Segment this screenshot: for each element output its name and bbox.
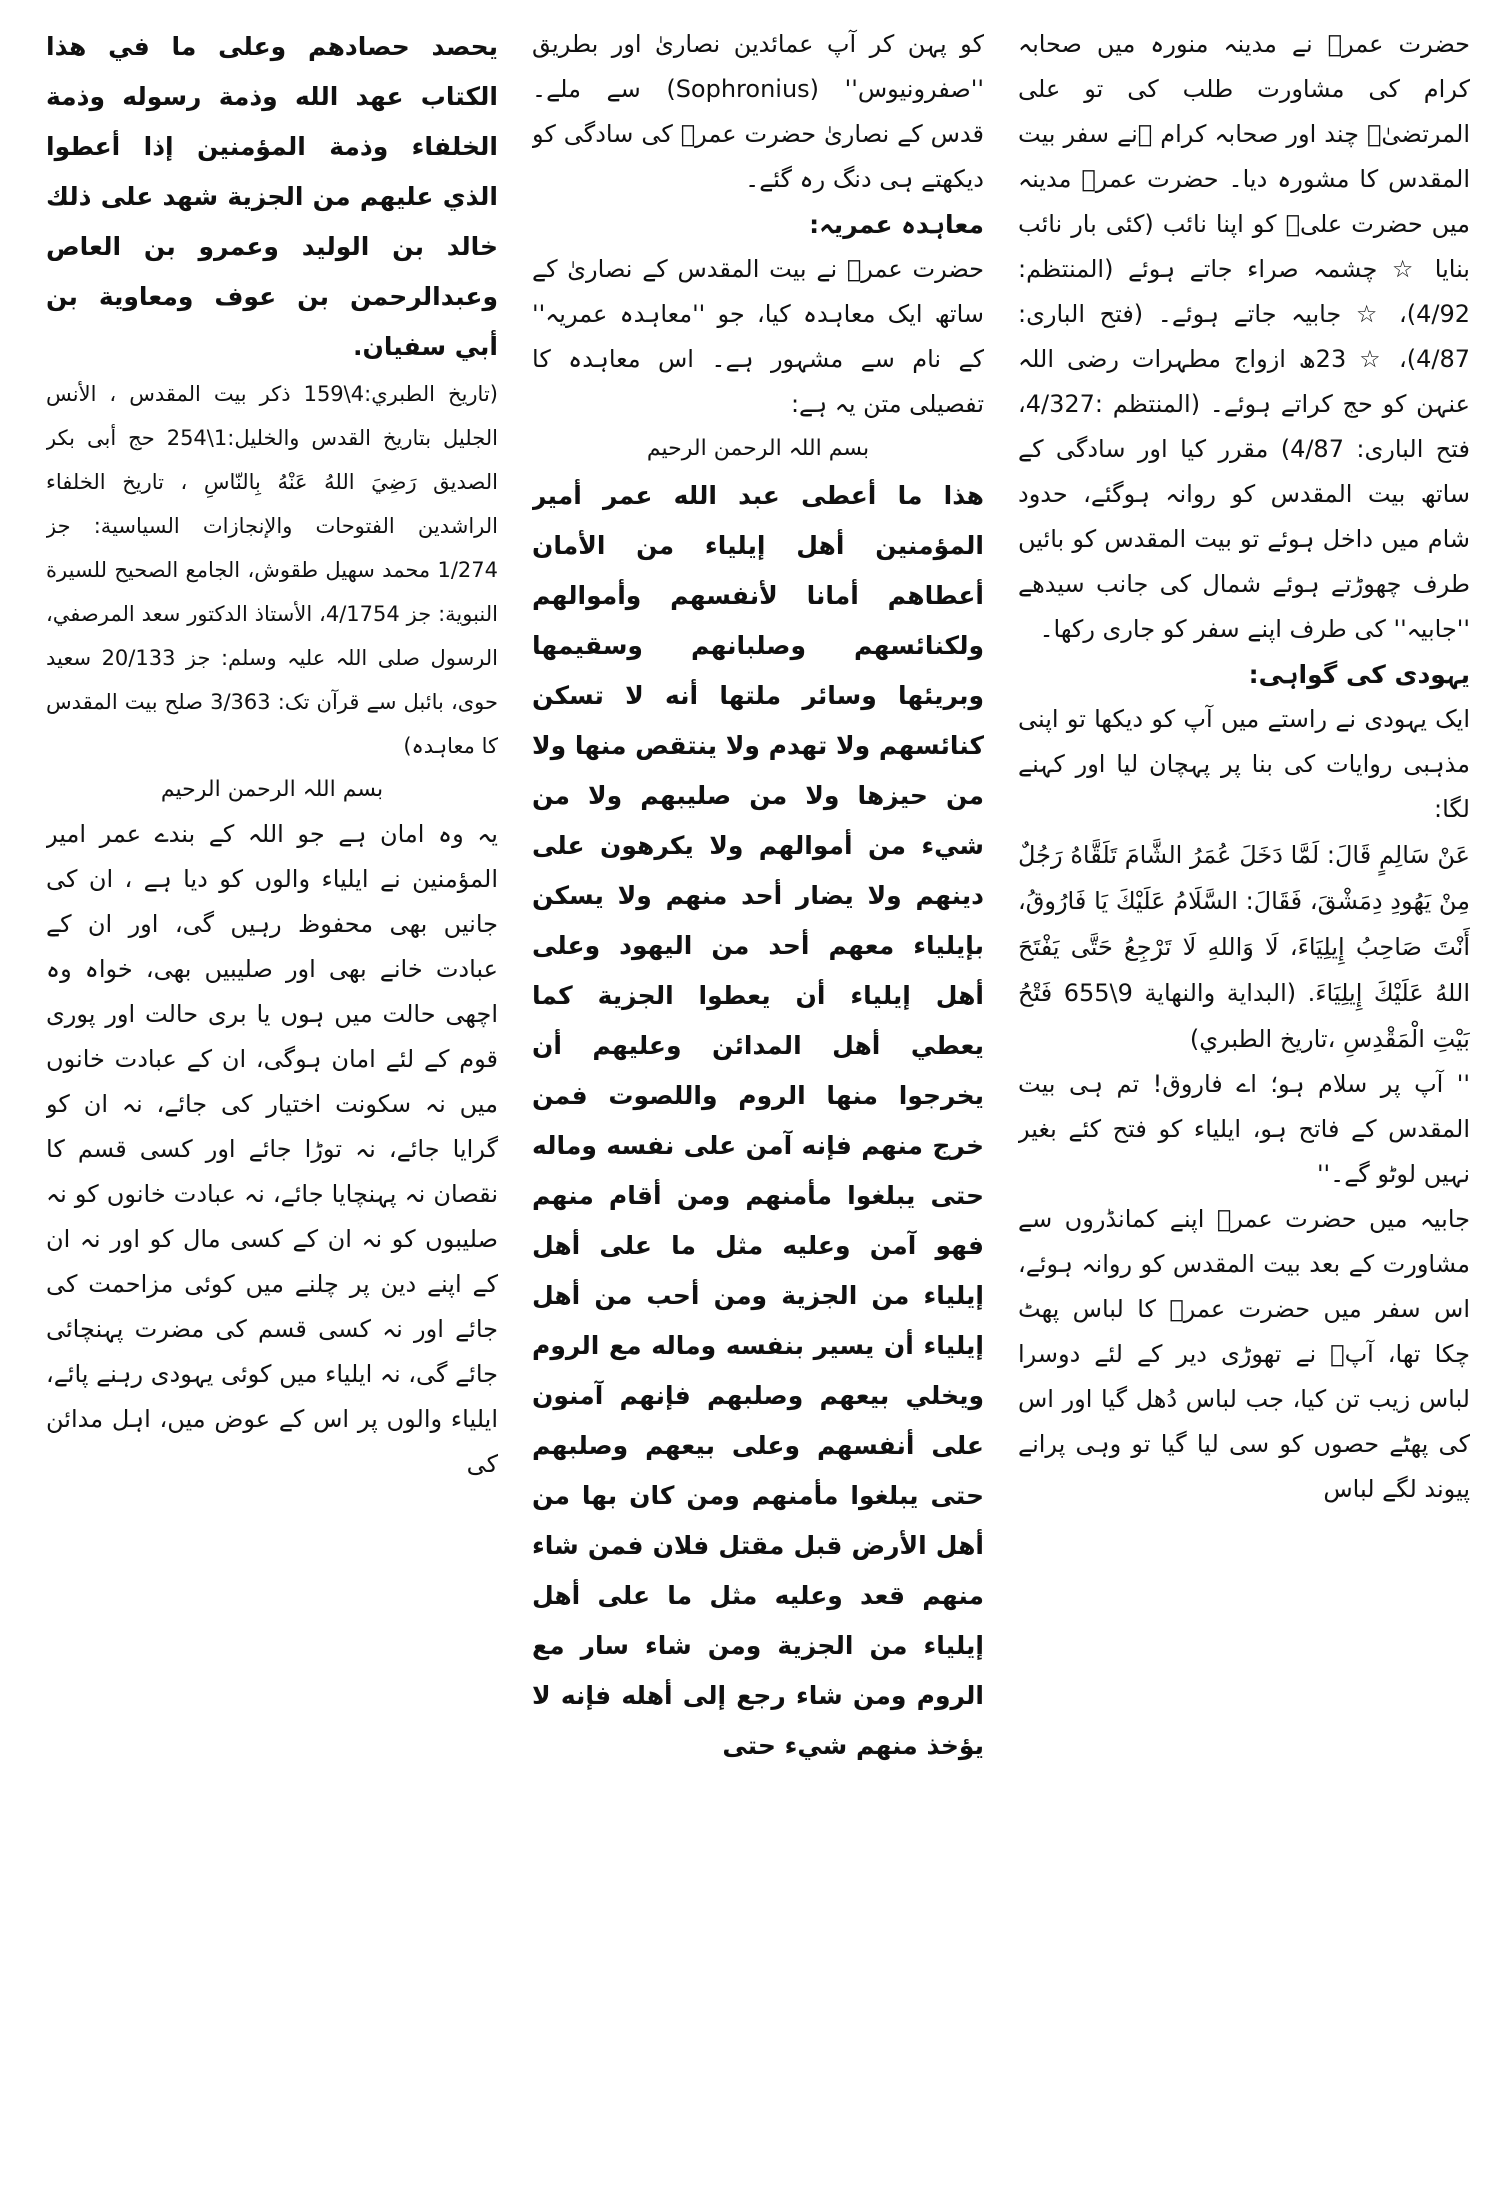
text-column-3 xyxy=(46,22,498,2192)
section-heading: معاہدہ عمریہ: xyxy=(809,210,984,239)
reference-citation: (تاريخ الطبري:4\159 ذكر بيت المقدس ، الأنس الجليل بتاريخ القدس والخليل:1\254 حج أبى بكر الصديق رَضِيَ اللهُ عَنْهُ بِالنّاسِ ، تاريخ الخلفاء الراشدين الفتوحات والإنجازات السياسية: جز 1/274 محمد سهيل طقوش، الجامع الصحيح للسيرة النبوية: جز 4/1754، الأستاذ الدكتور سعد المرصفي، الرسول صلی اللہ علیہ وسلم: جز 20/133 سعید حوی، بائبل سے قرآن تک: 3/363 صلح بیت المقدس کا معاہدہ) xyxy=(46,382,498,758)
text-column-2 xyxy=(532,22,984,2192)
basmala-line: بسم اللہ الرحمن الرحیم xyxy=(160,777,384,802)
urdu-paragraph: یہ وہ امان ہے جو اللہ کے بندے عمر امیر المؤمنین نے ایلیاء والوں کو دیا ہے ، ان کی جانیں بھی محفوظ رہیں گی، اور ان کے عبادت خانے بھی اور صلیبیں بھی، خواہ وہ اچھی حالت میں ہوں یا بری حالت اور پوری قوم کے لئے امان ہوگی، ان کے عبادت خانوں میں نہ سکونت اختیار کی جائے، نہ ان کو گرایا جائے، نہ توڑا جائے اور کسی قسم کا نقصان نہ پہنچایا جائے، نہ عبادت خانوں کو نہ صلیبوں کو نہ ان کے کسی مال کو اور نہ ان کے اپنے دین پر چلنے میں کوئی مزاحمت کی جائے اور نہ کسی قسم کی مضرت پہنچائی جائے گی، نہ ایلیاء میں کوئی یہودی رہنے پائے، ایلیاء والوں پر اس کے عوض میں، اہل مدائن کی xyxy=(46,820,498,1478)
arabic-text-block: هذا ما أعطى عبد الله عمر أمير المؤمنين أهل إيلياء من الأمان أعطاهم أمانا لأنفسهم وأموالهم ولكنائسهم وصلبانهم وسقيمها وبريئها وسائر ملتها أنه لا تسكن كنائسهم ولا تهدم ولا ينتقص منها ولا من حيزها ولا من صليبهم ولا من شيء من أموالهم ولا يكرهون على دينهم ولا يضار أحد منهم ولا يسكن بإيلياء معهم أحد من اليهود وعلى أهل إيلياء أن يعطوا الجزية كما يعطي أهل المدائن وعليهم أن يخرجوا منها الروم واللصوت فمن خرج منهم فإنه آمن على نفسه وماله حتى يبلغوا مأمنهم ومن أقام منهم فهو آمن وعليه مثل ما على أهل إيلياء من الجزية ومن أحب من أهل إيلياء أن يسير بنفسه وماله مع الروم ويخلي بيعهم وصلبهم فإنهم آمنون على أنفسهم وعلى بيعهم وصلبهم حتى يبلغوا مأمنهم ومن كان بها من أهل الأرض قبل مقتل فلان فمن شاء منهم قعد وعليه مثل ما على أهل إيلياء من الجزية ومن شاء سار مع الروم ومن شاء رجع إلى أهله فإنه لا يؤخذ منهم شيء حتى xyxy=(532,481,984,1760)
urdu-paragraph: '' آپ پر سلام ہو؛ اے فاروق! تم ہی بیت المقدس کے فاتح ہو، ایلیاء کو فتح کئے بغیر نہیں لوٹو گے۔'' xyxy=(1018,1070,1470,1188)
urdu-paragraph: حضرت عمرؓ نے بیت المقدس کے نصاریٰ کے ساتھ ایک معاہدہ کیا، جو ''معاہدہ عمریہ'' کے نام سے مشہور ہے۔ اس معاہدہ کا تفصیلی متن یہ ہے: xyxy=(532,255,984,418)
arabic-hadith-block: عَنْ سَالِمٍ قَالَ: لَمَّا دَخَلَ عُمَرُ الشَّامَ تَلَقَّاهُ رَجُلٌ مِنْ يَهُودِ دِمَشْقَ، فَقَالَ: السَّلَامُ عَلَيْكَ يَا فَارُوقُ، أَنْتَ صَاحِبُ إِيلِيَاءَ، لَا وَاللهِ لَا تَرْجِعُ حَتَّى يَفْتَحَ اللهُ عَلَيْكَ إِيلِيَاءَ. (البداية والنهاية 9\655 فَتْحُ بَيْتِ الْمَقْدِسِ ،تاريخ الطبري) xyxy=(1018,841,1470,1053)
urdu-paragraph: کو پہن کر آپ عمائدین نصاریٰ اور بطریق ''صفرونیوس'' (Sophronius) سے ملے۔ قدس کے نصاریٰ حضرت عمرؓ کی سادگی کو دیکھتے ہی دنگ رہ گئے۔ xyxy=(532,30,984,193)
urdu-paragraph: حضرت عمرؓ نے مدینہ منورہ میں صحابہ کرام کی مشاورت طلب کی تو علی المرتضیٰؓ چند اور صحابہ کرام ؓنے سفر بیت المقدس کا مشورہ دیا۔ حضرت عمرؓ مدینہ میں حضرت علیؓ کو اپنا نائب (کئی بار نائب بنایا ☆ چشمہ صراء جاتے ہوئے (المنتظم: 4/92)، ☆ جابیہ جاتے ہوئے۔ (فتح الباری: 4/87)، ☆ 23ھ ازواج مطہرات رضی اللہ عنہن کو حج کراتے ہوئے۔ (المنتظم :4/327، فتح الباری: 4/87) مقرر کیا اور سادگی کے ساتھ بیت المقدس کو روانہ ہوگئے، حدود شام میں داخل ہوئے تو بیت المقدس کو بائیں طرف چھوڑتے ہوئے شمال کی جانب سیدھے ''جابیہ'' کی طرف اپنے سفر کو جاری رکھا۔ xyxy=(1018,30,1470,643)
urdu-paragraph: ایک یہودی نے راستے میں آپ کو دیکھا تو اپنی مذہبی روایات کی بنا پر پہچان لیا اور کہنے لگا: xyxy=(1018,705,1470,823)
text-column-1 xyxy=(1018,22,1470,2192)
arabic-text-block: يحصد حصادهم وعلى ما في هذا الكتاب عهد الله وذمة رسوله وذمة الخلفاء وذمة المؤمنين إذا أعطوا الذي عليهم من الجزية شهد على ذلك خالد بن الوليد وعمرو بن العاص وعبدالرحمن بن عوف ومعاوية بن أبي سفيان. xyxy=(46,32,498,361)
urdu-paragraph: جابیہ میں حضرت عمرؓ اپنے کمانڈروں سے مشاورت کے بعد بیت المقدس کو روانہ ہوئے، اس سفر میں حضرت عمرؓ کا لباس پھٹ چکا تھا، آپؓ نے تھوڑی دیر کے لئے دوسرا لباس زیب تن کیا، جب لباس دُھل گیا اور اس کی پھٹے حصوں کو سی لیا گیا تو وہی پرانے پیوند لگے لباس xyxy=(1018,1205,1470,1503)
section-heading: یہودی کی گواہی: xyxy=(1248,660,1470,689)
basmala-line: بسم اللہ الرحمن الرحیم xyxy=(646,436,870,461)
